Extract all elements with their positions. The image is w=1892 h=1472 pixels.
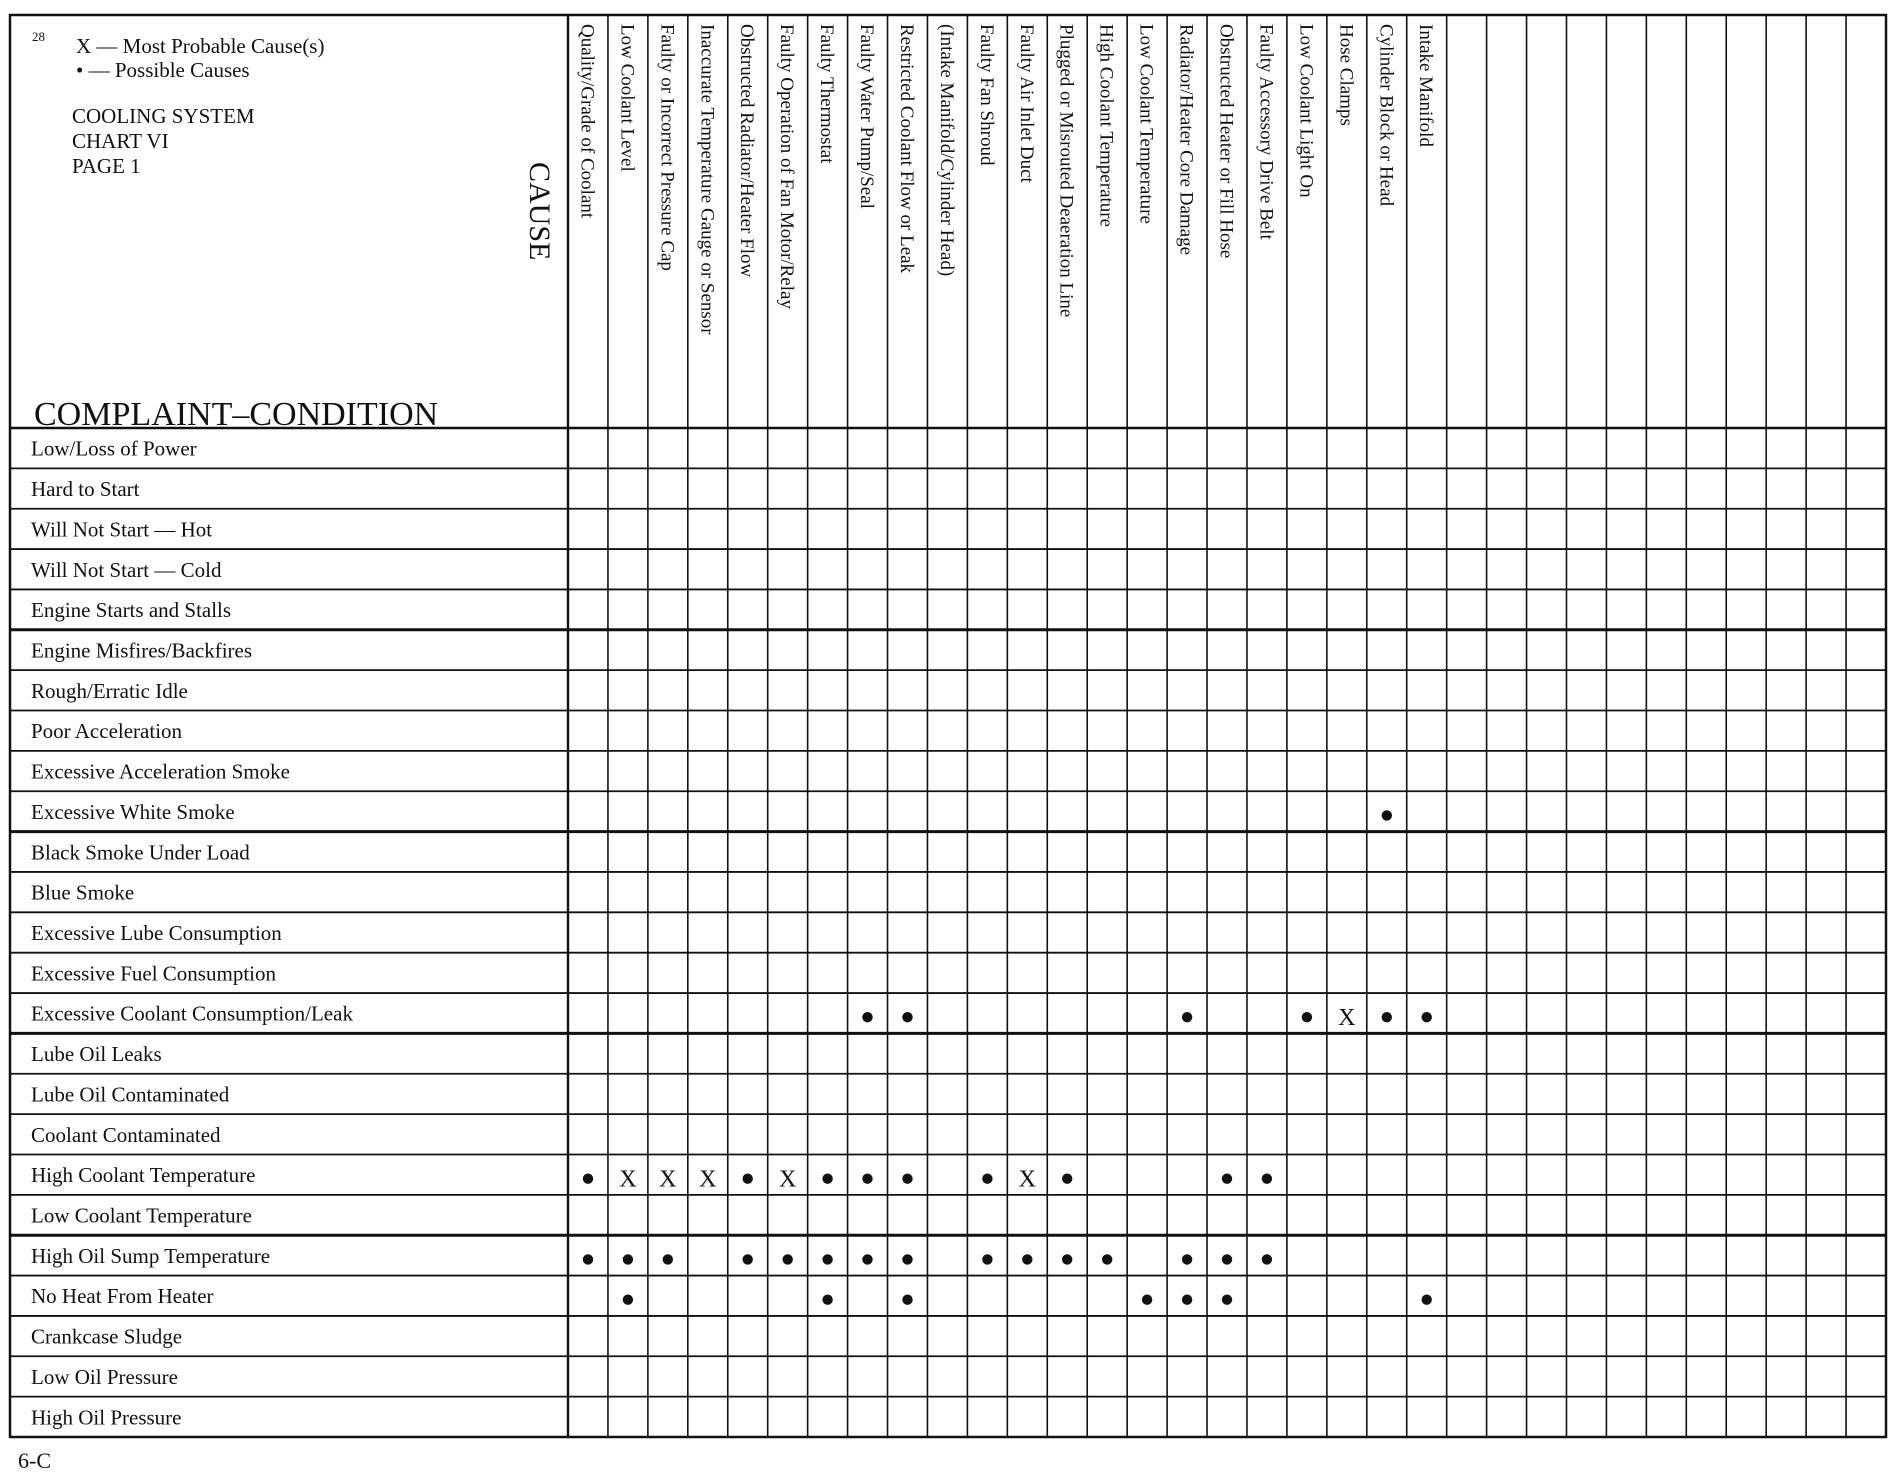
chart-title — [72, 104, 255, 178]
complaint-row-label: Engine Starts and Stalls — [31, 598, 232, 623]
most-probable-cause-mark: X — [1018, 1166, 1036, 1193]
cause-header: Inaccurate Temperature Gauge or Sensor — [696, 24, 718, 335]
possible-cause-mark — [982, 1254, 992, 1264]
complaint-row-label: Excessive Lube Consumption — [31, 921, 282, 945]
cause-header: Hose Clamps — [1335, 24, 1357, 126]
cause-header: Obstructed Heater or Fill Hose — [1215, 24, 1237, 259]
complaint-row-label: High Oil Pressure — [31, 1405, 182, 1430]
cause-header: Faulty Water Pump/Seal — [856, 24, 877, 209]
possible-cause-mark — [743, 1174, 753, 1184]
possible-cause-mark — [623, 1295, 633, 1305]
possible-cause-mark — [862, 1012, 872, 1022]
complaint-row-label: Excessive Coolant Consumption/Leak — [31, 1001, 353, 1026]
possible-cause-mark — [623, 1254, 633, 1264]
possible-cause-mark — [982, 1174, 992, 1184]
complaint-label: COMPLAINT–CONDITION — [34, 396, 439, 433]
cause-header: Obstructed Radiator/Heater Flow — [736, 24, 758, 278]
cause-header: (Intake Manifold/Cylinder Head) — [935, 24, 957, 277]
complaint-row-label: Black Smoke Under Load — [31, 840, 250, 865]
complaint-row-label: Rough/Erratic Idle — [31, 678, 188, 703]
possible-cause-mark — [1222, 1295, 1232, 1305]
cause-header: Radiator/Heater Core Damage — [1175, 24, 1197, 256]
possible-cause-mark — [1062, 1174, 1072, 1184]
possible-cause-mark — [902, 1012, 912, 1022]
possible-cause-mark — [1222, 1254, 1232, 1264]
complaint-row-label: Coolant Contaminated — [31, 1122, 221, 1147]
most-probable-cause-mark: X — [659, 1166, 677, 1193]
most-probable-cause-mark: X — [699, 1166, 717, 1193]
chart-title-line-3: PAGE 1 — [72, 154, 141, 178]
cause-header: Quality/Grade of Coolant — [576, 24, 598, 219]
cause-header: Cylinder Block or Head — [1375, 24, 1397, 207]
cause-header: Restricted Coolant Flow or Leak — [896, 24, 917, 274]
possible-cause-mark — [1182, 1295, 1192, 1305]
possible-cause-mark — [902, 1295, 912, 1305]
complaint-row-labels — [31, 437, 353, 1430]
possible-cause-mark — [783, 1254, 793, 1264]
legend — [32, 29, 324, 82]
possible-cause-mark — [1382, 810, 1392, 820]
possible-cause-mark — [1182, 1254, 1192, 1264]
cause-header: Faulty or Incorrect Pressure Cap — [656, 24, 678, 271]
possible-cause-mark — [583, 1174, 593, 1184]
most-probable-cause-mark: X — [1338, 1005, 1356, 1032]
complaint-row-label: Poor Acceleration — [31, 719, 183, 744]
most-probable-cause-mark: X — [619, 1166, 637, 1193]
cause-column-headers — [577, 24, 1437, 335]
complaint-row-label: Hard to Start — [31, 477, 140, 501]
complaint-row-label: Low/Loss of Power — [31, 436, 197, 461]
cause-header: Intake Manifold — [1415, 24, 1437, 147]
cause-header: Faulty Thermostat — [816, 24, 838, 164]
legend-dot-entry: • — Possible Causes — [76, 58, 250, 82]
complaint-row-label: Will Not Start — Hot — [31, 517, 213, 542]
possible-cause-mark — [1262, 1254, 1272, 1264]
possible-cause-mark — [1142, 1295, 1152, 1305]
possible-cause-mark — [1222, 1174, 1232, 1184]
cause-header: Low Coolant Level — [616, 24, 638, 172]
possible-cause-mark — [1422, 1012, 1432, 1022]
complaint-row-label: High Oil Sump Temperature — [31, 1243, 271, 1268]
possible-cause-mark — [663, 1254, 673, 1264]
possible-cause-mark — [822, 1254, 832, 1264]
cause-header: Faulty Operation of Fan Motor/Relay — [776, 24, 798, 309]
page-number: 28 — [32, 29, 45, 44]
cause-header: High Coolant Temperature — [1095, 24, 1117, 228]
footer-text: 6-C — [18, 1448, 51, 1472]
cause-header: Faulty Fan Shroud — [975, 24, 997, 166]
complaint-row-label: High Coolant Temperature — [31, 1163, 256, 1188]
possible-cause-mark — [743, 1254, 753, 1264]
possible-cause-mark — [1022, 1254, 1032, 1264]
cause-header: Low Coolant Light On — [1295, 24, 1317, 198]
possible-cause-mark — [822, 1174, 832, 1184]
possible-cause-mark — [902, 1174, 912, 1184]
possible-cause-mark — [1102, 1254, 1112, 1264]
complaint-row-label: Low Coolant Temperature — [31, 1203, 252, 1228]
most-probable-cause-mark: X — [779, 1166, 797, 1193]
complaint-row-label: Engine Misfires/Backfires — [31, 638, 253, 663]
possible-cause-mark — [1182, 1012, 1192, 1022]
cause-header: Plugged or Misrouted Deaeration Line — [1055, 24, 1077, 318]
possible-cause-mark — [862, 1254, 872, 1264]
possible-cause-mark — [862, 1174, 872, 1184]
complaint-row-label: Will Not Start — Cold — [31, 557, 222, 582]
possible-cause-mark — [1262, 1174, 1272, 1184]
legend-x-entry: X — Most Probable Cause(s) — [76, 34, 325, 58]
chart-title-line-2: CHART VI — [72, 129, 169, 153]
possible-cause-mark — [1382, 1012, 1392, 1022]
cause-header: Low Coolant Temperature — [1135, 24, 1157, 224]
complaint-row-label: Crankcase Sludge — [31, 1324, 183, 1349]
possible-cause-mark — [822, 1295, 832, 1305]
possible-cause-mark — [1062, 1254, 1072, 1264]
cause-header: Faulty Air Inlet Duct — [1015, 24, 1037, 183]
cause-label: CAUSE — [523, 162, 556, 261]
complaint-row-label: Lube Oil Leaks — [31, 1042, 162, 1067]
cause-header: Faulty Accessory Drive Belt — [1255, 24, 1277, 240]
complaint-row-label: Lube Oil Contaminated — [31, 1082, 230, 1107]
complaint-row-label: No Heat From Heater — [31, 1284, 214, 1309]
possible-cause-mark — [1302, 1012, 1312, 1022]
possible-cause-mark — [1422, 1295, 1432, 1305]
possible-cause-mark — [583, 1254, 593, 1264]
chart-title-line-1: COOLING SYSTEM — [72, 104, 255, 128]
complaint-row-label: Excessive White Smoke — [31, 799, 235, 824]
complaint-row-label: Excessive Fuel Consumption — [31, 961, 276, 986]
complaint-row-label: Blue Smoke — [31, 880, 135, 905]
possible-cause-mark — [902, 1254, 912, 1264]
complaint-row-label: Low Oil Pressure — [31, 1365, 178, 1389]
complaint-row-label: Excessive Acceleration Smoke — [31, 759, 290, 784]
